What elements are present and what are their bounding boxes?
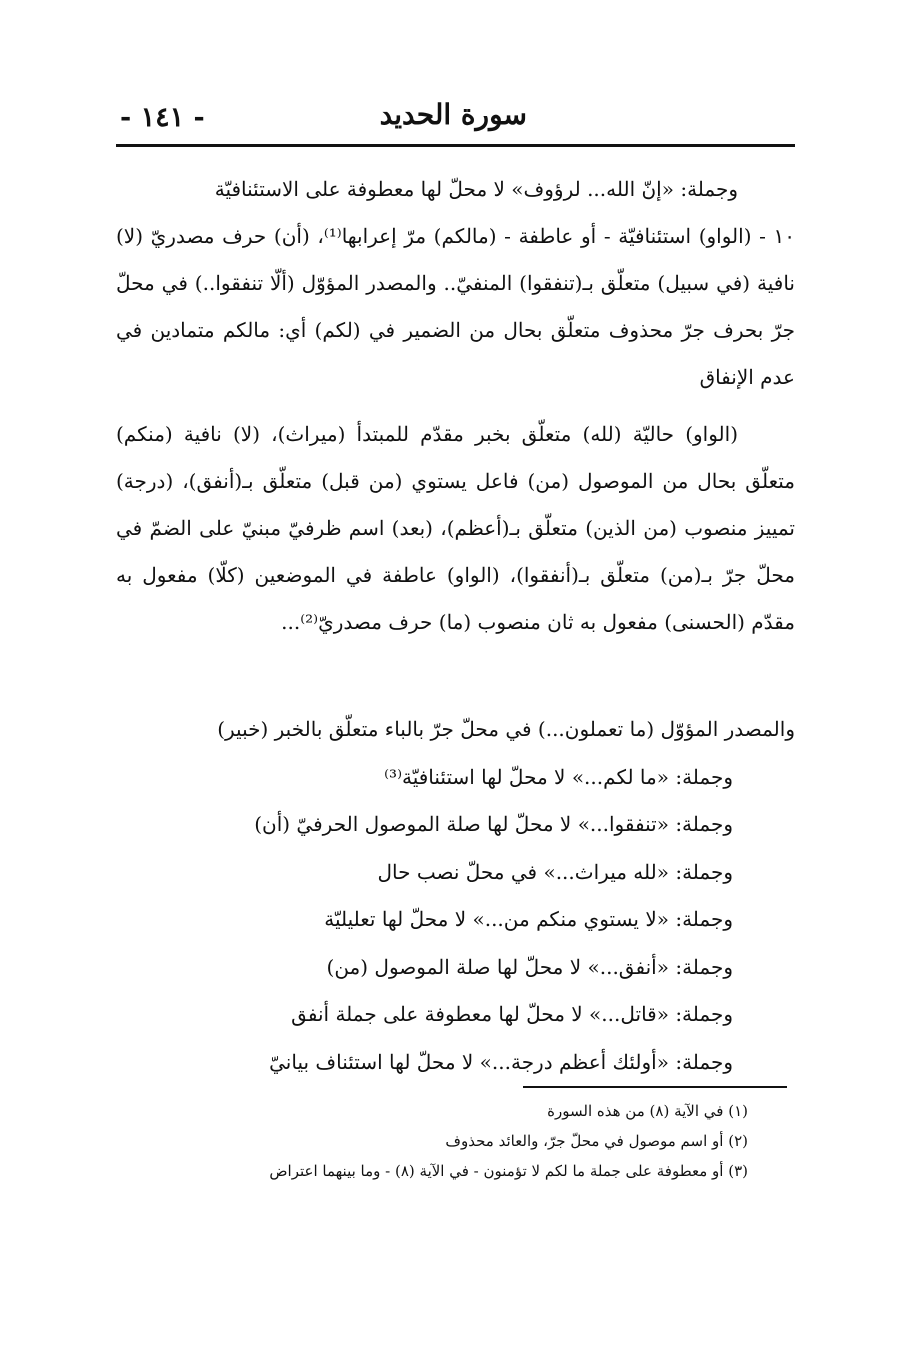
footnote: (٢) أو اسم موصول في محلّ جرّ، والعائد محذوف <box>445 1132 748 1150</box>
list-item: وجملة: «لله ميراث...» في محلّ نصب حال <box>377 859 733 884</box>
list-item: وجملة: «قاتل...» لا محلّ لها معطوفة على جملة أنفق <box>291 1002 733 1026</box>
paragraph-text: ١٠ - (الواو) استئنافيّة - أو عاطفة - (مالكم) مرّ إعرابها⁽¹⁾، (أن) حرف مصدريّ (لا) نافية (في سبيل) متعلّق بـ(تنفقوا) المنفيّ.. والمصدر المؤوّل (ألّا تنفقوا..) في محلّ جرّ بحرف جرّ محذوف متعلّق بحال من الضمير في (لكم) أي: مالكم متمادين في عدم الإنفاق <box>116 224 796 389</box>
page-header <box>116 96 795 146</box>
list-item: وجملة: «أنفق...» لا محلّ لها صلة الموصول (من) <box>326 954 733 979</box>
footnote-divider <box>523 1086 787 1088</box>
footnotes <box>116 1096 748 1186</box>
paragraph-grammar <box>116 411 795 646</box>
paragraph-verse-10 <box>116 166 795 401</box>
paragraph-line-intro: وجملة: «إنّ الله... لرؤوف» لا محلّ لها معطوفة على الاستئنافيّة <box>214 177 738 201</box>
header-divider <box>116 144 795 147</box>
list-item: وجملة: «تنفقوا...» لا محلّ لها صلة الموصول الحرفيّ (أن) <box>254 812 733 836</box>
list-item: والمصدر المؤوّل (ما تعملون...) في محلّ جرّ بالباء متعلّق بالخبر (خبير) <box>217 717 795 741</box>
paragraph-text: (الواو) حاليّة (لله) متعلّق بخبر مقدّم للمبتدأ (ميراث)، (لا) نافية (منكم) متعلّق بحال من الموصول (من) فاعل يستوي (من قبل) متعلّق بـ(أنفق)، (درجة) تمييز منصوب (من الذين) متعلّق بـ(أعظم)، (بعد) اسم ظرفيّ مبنيّ على الضمّ في محلّ جرّ بـ(من) متعلّق بـ(أنفقوا)، (الواو) عاطفة في الموضعين (كلّا) مفعول به مقدّم (الحسنى) مفعول به ثان منصوب (ما) حرف مصدريّ⁽²⁾... <box>116 422 795 634</box>
sentence-list <box>116 706 795 1086</box>
list-item: وجملة: «أولئك أعظم درجة...» لا محلّ لها استئناف بيانيّ <box>269 1049 733 1074</box>
list-item: وجملة: «لا يستوي منكم من...» لا محلّ لها تعليليّة <box>324 907 733 931</box>
footnote: (٣) أو معطوفة على جملة ما لكم لا تؤمنون - في الآية (٨) - وما بينهما اعتراض <box>269 1162 748 1180</box>
page-number: - ١٤١ - <box>120 102 205 133</box>
list-item: وجملة: «ما لكم...» لا محلّ لها استئنافيّة⁽³⁾ <box>384 764 733 789</box>
footnote: (١) في الآية (٨) من هذه السورة <box>547 1102 748 1120</box>
surah-title: سورة الحديد <box>379 98 527 131</box>
